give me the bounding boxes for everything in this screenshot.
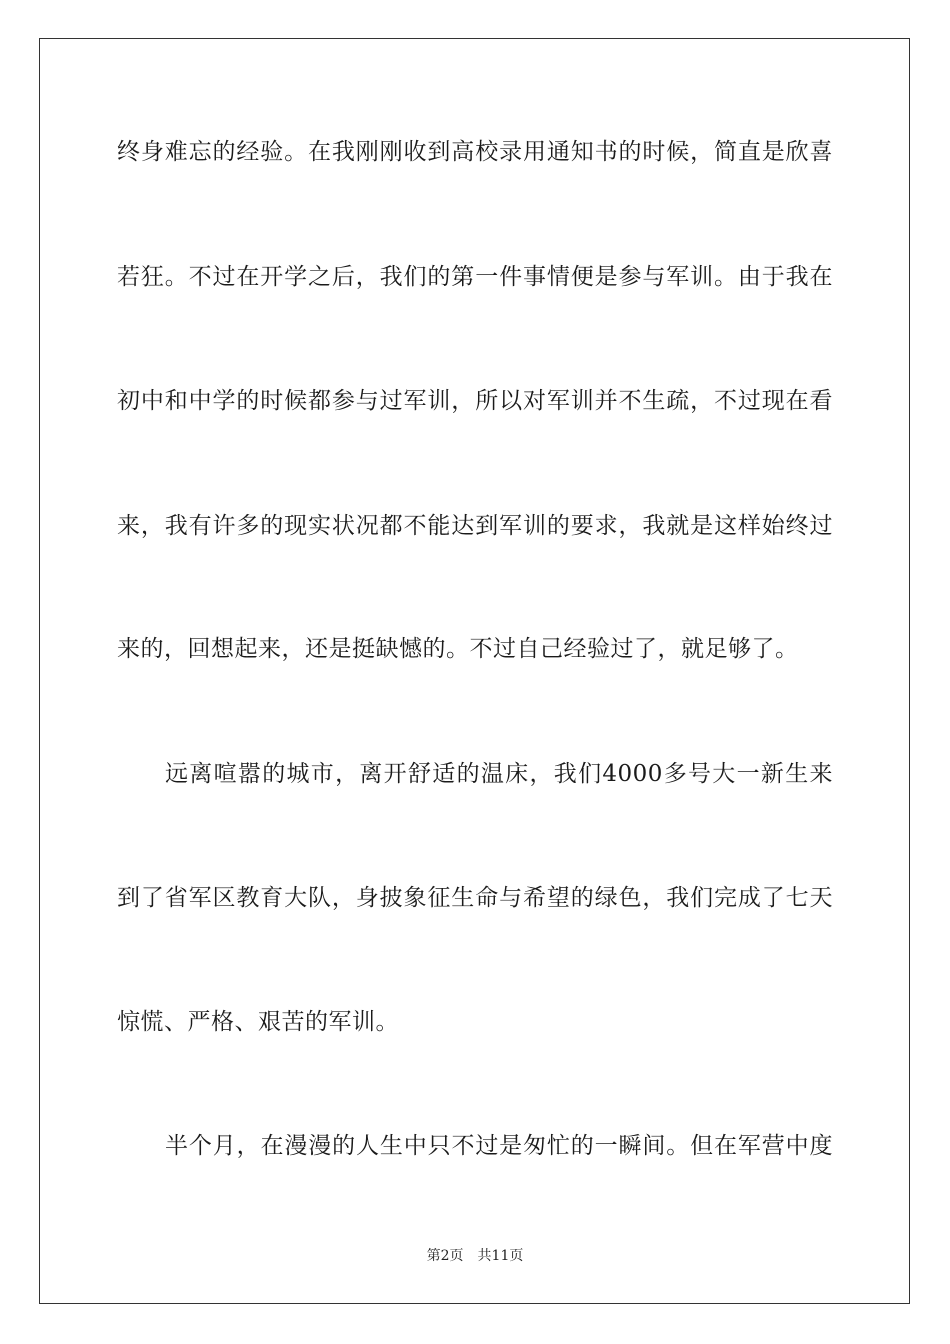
text-line: 来，我有许多的现实状况都不能达到军训的要求，我就是这样始终过 [117, 513, 833, 539]
page-footer [0, 1246, 950, 1266]
text-line: 惊慌、严格、艰苦的军训。 [117, 1009, 399, 1035]
text-line: 远离喧嚣的城市，离开舒适的温床，我们4000多号大一新生来 [165, 761, 833, 787]
page-border [39, 38, 910, 1304]
text-line: 若狂。不过在开学之后，我们的第一件事情便是参与军训。由于我在 [117, 264, 833, 290]
text-line: 来的，回想起来，还是挺缺憾的。不过自己经验过了，就足够了。 [117, 636, 799, 662]
page-number: 第2页 [426, 1248, 464, 1264]
page-total: 共11页 [477, 1248, 524, 1264]
text-line: 终身难忘的经验。在我刚刚收到高校录用通知书的时候，简直是欣喜 [117, 139, 833, 165]
text-line: 半个月，在漫漫的人生中只不过是匆忙的一瞬间。但在军营中度 [165, 1133, 833, 1159]
text-line: 初中和中学的时候都参与过军训，所以对军训并不生疏，不过现在看 [117, 388, 833, 414]
text-line: 到了省军区教育大队，身披象征生命与希望的绿色，我们完成了七天 [117, 885, 833, 911]
